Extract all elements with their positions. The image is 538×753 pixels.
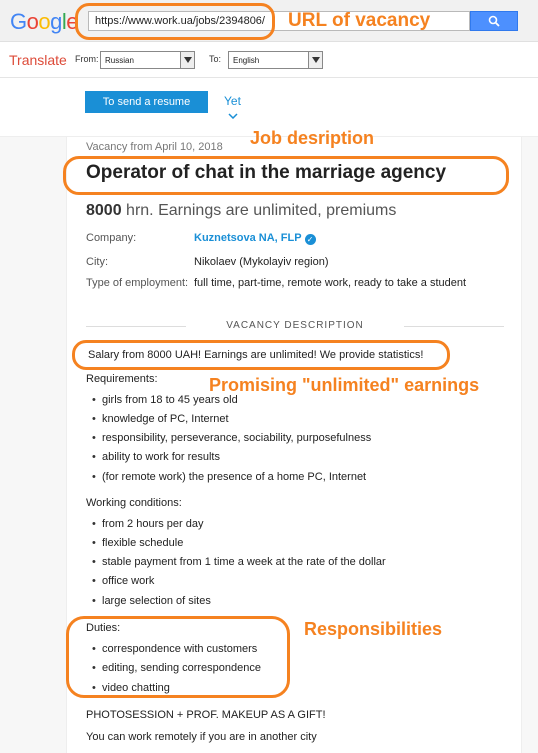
requirement-item: • (for remote work) the presence of a home PC, Internet (102, 471, 366, 483)
requirement-item: • knowledge of PC, Internet (102, 413, 229, 425)
logo-letter: e (66, 9, 79, 34)
condition-item: • flexible schedule (102, 537, 183, 549)
from-label: From: (75, 54, 99, 64)
duty-item: • editing, sending correspondence (102, 662, 261, 674)
to-label: To: (209, 54, 222, 64)
vacancy-description-title: VACANCY DESCRIPTION (86, 320, 504, 331)
duty-item: • video chatting (102, 682, 170, 694)
duties-highlight-oval (66, 616, 290, 698)
google-logo[interactable] (10, 9, 78, 35)
vacancy-date: Vacancy from April 10, 2018 (86, 141, 223, 153)
salary-amount: 8000 (86, 202, 122, 219)
job-annotation: Job desription (250, 128, 375, 148)
translate-title: Translate (9, 52, 67, 68)
job-title: Operator of chat in the marriage agency (86, 162, 447, 183)
conditions-title: Working conditions: (86, 497, 182, 509)
logo-letter: l (61, 9, 67, 34)
logo-letter: G (10, 9, 27, 34)
chevron-down-icon[interactable] (228, 113, 238, 119)
logo-letter: o (26, 9, 39, 34)
translate-toolbar (0, 42, 538, 78)
condition-item: • office work (102, 575, 154, 587)
from-language-value: Russian (105, 56, 134, 65)
remote-text: You can work remotely if you are in another city (86, 731, 317, 743)
requirement-item: • ability to work for results (102, 451, 220, 463)
gift-text: PHOTOSESSION + PROF. MAKEUP AS A GIFT! (86, 709, 326, 721)
responsibilities-annotation: Responsibilities (304, 619, 443, 639)
logo-letter: g (50, 9, 62, 34)
send-resume-button[interactable]: To send a resume (85, 91, 208, 113)
title-highlight-oval (63, 156, 509, 195)
requirement-item: • girls from 18 to 45 years old (102, 394, 238, 406)
requirement-item: • responsibility, perseverance, sociability, purposefulness (102, 432, 371, 444)
url-annotation: URL of vacancy (288, 10, 431, 31)
condition-item: • stable payment from 1 time a week at the rate of the dollar (102, 556, 386, 568)
company-value (194, 232, 316, 245)
search-button[interactable] (470, 11, 518, 31)
condition-item: • from 2 hours per day (102, 518, 204, 530)
magnifier-icon (488, 15, 500, 27)
earnings-annotation: Promising "unlimited" earnings (209, 375, 480, 395)
salary-intro: Salary from 8000 UAH! Earnings are unlimited! We provide statistics! (88, 349, 424, 361)
duty-item: • correspondence with customers (102, 643, 257, 655)
to-language-value: English (233, 56, 260, 65)
url-input[interactable]: https://www.work.ua/jobs/2394806/ (88, 11, 470, 31)
yet-link[interactable]: Yet (224, 94, 241, 108)
city-value: Nikolaev (Mykolayiv region) (194, 256, 329, 268)
company-link[interactable]: Kuznetsova NA, FLP (194, 232, 302, 244)
employment-label: Type of employment: (86, 277, 189, 289)
logo-letter: o (38, 9, 51, 34)
verified-check-icon: ✓ (305, 234, 316, 245)
duties-title: Duties: (86, 622, 121, 634)
to-language-select[interactable] (228, 51, 323, 69)
salary-line (86, 202, 396, 220)
company-label: Company: (86, 232, 137, 244)
intro-highlight-oval (72, 340, 450, 370)
chevron-down-icon (308, 52, 322, 68)
condition-item: • large selection of sites (102, 595, 211, 607)
chevron-down-icon (180, 52, 194, 68)
requirements-title: Requirements: (86, 373, 158, 385)
from-language-select[interactable] (100, 51, 195, 69)
city-label: City: (86, 256, 108, 268)
url-highlight-oval (75, 3, 275, 40)
employment-value: full time, part-time, remote work, ready to take a student (194, 277, 467, 289)
salary-text: hrn. Earnings are unlimited, premiums (126, 202, 397, 219)
